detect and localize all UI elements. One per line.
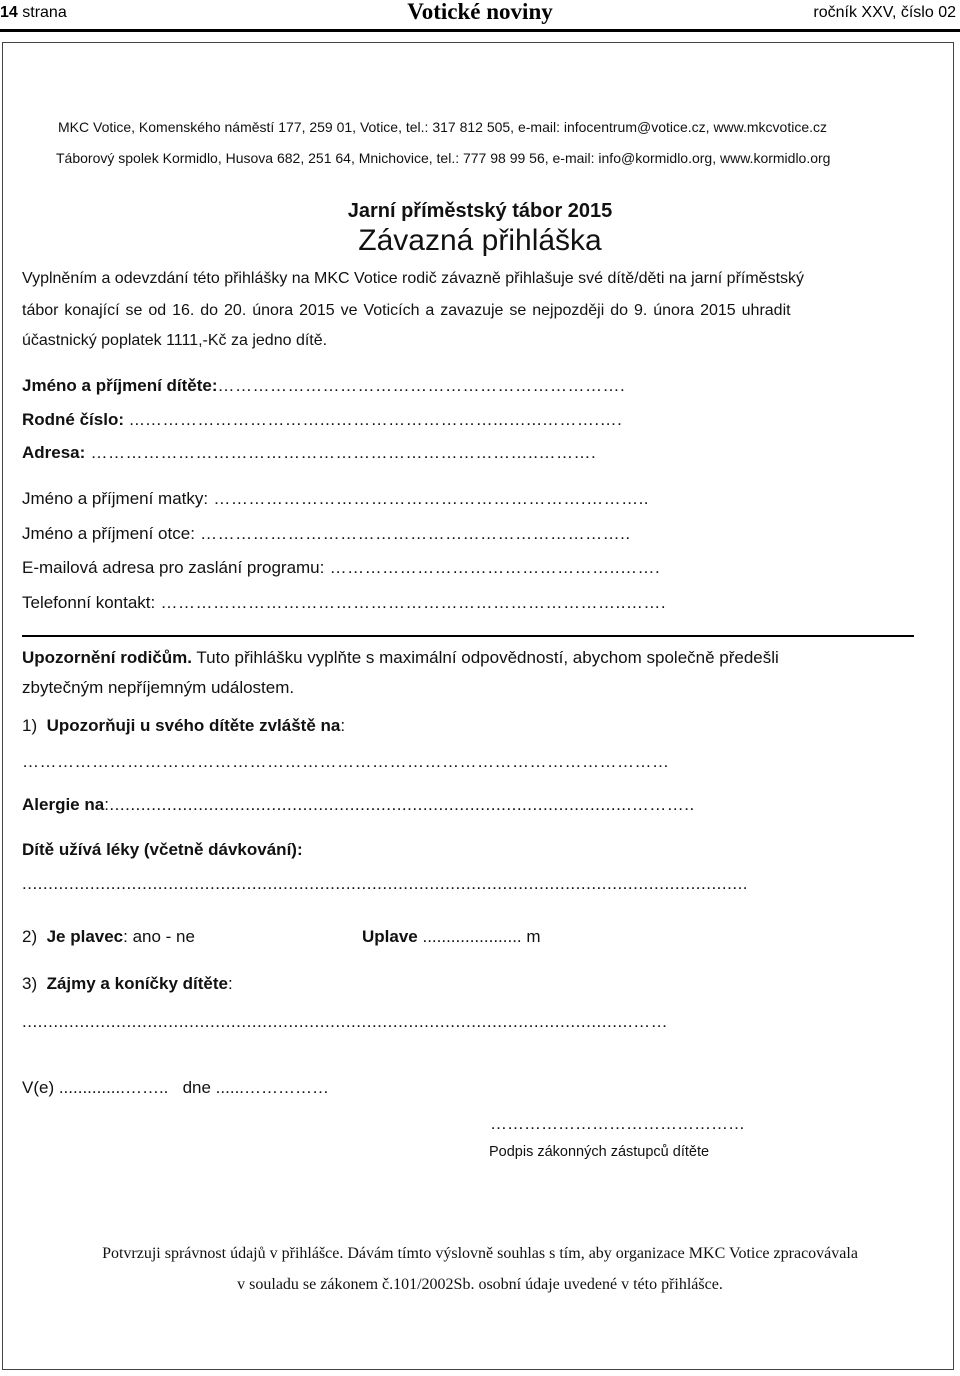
fill-dots: ……………………………………………………………….. xyxy=(194,524,631,543)
field-label: Je plavec xyxy=(46,927,124,946)
father-name-field[interactable] xyxy=(22,524,631,544)
issue-info: ročník XXV, číslo 02 xyxy=(813,4,956,21)
medication-label: Dítě užívá léky (včetně dávkování): xyxy=(22,840,303,859)
fill-dots: ...…………………………...………………………...…...……….…. xyxy=(124,410,623,429)
item-3-heading: 3) Zájmy a koníčky dítěte: xyxy=(22,974,233,993)
field-label: Adresa: xyxy=(22,443,86,462)
swimmer-field[interactable]: 2) Je plavec: ano - ne xyxy=(22,927,195,946)
form-title: Jarní příměstský tábor 2015 xyxy=(347,200,613,222)
contact-kormidlo: Táborový spolek Kormidlo, Husova 682, 251 64, Mnichovice, tel.: 777 98 99 56, e-mail: info@kormidlo.org, www.kormidlo.org xyxy=(56,150,831,166)
page-number: 14 strana xyxy=(0,4,67,21)
field-label: Jméno a příjmení dítěte: xyxy=(22,376,218,395)
fill-dots: …………………………………………………………………..………. xyxy=(85,443,597,462)
birth-number-field[interactable] xyxy=(22,410,622,430)
field-label: Uplave xyxy=(362,927,418,946)
field-label: Telefonní kontakt: xyxy=(22,593,156,612)
intro-line: Vyplněním a odevzdání této přihlášky na MKC Votice rodič závazně přihlašuje své dítě/děti na jarní příměstský xyxy=(22,270,805,287)
field-label: Jméno a příjmení matky: xyxy=(22,489,209,508)
item-1-dots[interactable]: ………………………………………………………………………………………………… xyxy=(22,752,670,771)
parent-notice-line2: zbytečným nepříjemným událostem. xyxy=(22,678,295,697)
intro-line: tábor konající se od 16. do 20. února 2015 ve Voticích a zavazuje se nejpozději do 9. února 2015 uhradit xyxy=(22,302,791,319)
intro-line: účastnický poplatek 1111,-Kč za jedno dítě. xyxy=(22,332,328,349)
form-subtitle: Závazná přihláška xyxy=(358,224,602,257)
section-divider xyxy=(22,635,914,637)
email-field[interactable] xyxy=(22,558,660,578)
signature-label: Podpis zákonných zástupců dítěte xyxy=(489,1144,710,1160)
field-label: Jméno a příjmení otce: xyxy=(22,524,195,543)
field-label: Rodné číslo: xyxy=(22,410,125,429)
medication-dots[interactable]: ........................................................................................................................................... xyxy=(22,874,749,893)
fill-dots: :....................................................................................................……….. xyxy=(104,795,695,814)
fill-dots: ……………………………………………………………………..……. xyxy=(155,593,667,612)
contact-mkc: MKC Votice, Komenského náměstí 177, 259 01, Votice, tel.: 317 812 505, e-mail: infocentrum@votice.cz, www.mkcvotice.cz xyxy=(58,119,828,135)
header-rule xyxy=(0,29,960,32)
field-label: E-mailová adresa pro zaslání programu: xyxy=(22,558,325,577)
swim-distance-field[interactable]: Uplave ..................... m xyxy=(362,927,541,946)
phone-field[interactable] xyxy=(22,593,666,613)
parent-notice: Upozornění rodičům. Tuto přihlášku vyplňte s maximální odpovědností, abychom společně předešli xyxy=(22,648,779,667)
consent-line: Potvrzuji správnost údajů v přihlášce. Dávám tímto výslovně souhlas s tím, aby organizace MKC Votice zpracovávala xyxy=(102,1245,858,1262)
hobbies-dots[interactable]: .....................................................................................................................…… xyxy=(22,1012,669,1031)
place-date-field[interactable]: V(e) ..............…….. dne ......…………… xyxy=(22,1078,330,1097)
item-1-heading: 1) Upozorňuji u svého dítěte zvláště na: xyxy=(22,716,346,735)
consent-line: v souladu se zákonem č.101/2002Sb. osobní údaje uvedené v této přihlášce. xyxy=(237,1276,723,1293)
signature-line[interactable]: ……………………………………… xyxy=(490,1114,745,1133)
address-field[interactable] xyxy=(22,443,596,463)
child-name-field[interactable] xyxy=(22,376,625,396)
allergy-field[interactable] xyxy=(22,795,695,815)
field-label: Alergie na xyxy=(22,795,105,814)
newspaper-title: Votické noviny xyxy=(407,0,553,24)
fill-dots: ……………………………………………………….……….. xyxy=(208,489,650,508)
mother-name-field[interactable] xyxy=(22,489,649,509)
fill-dots: …………………………………………..……. xyxy=(324,558,661,577)
fill-dots: ……………………………………………………………. xyxy=(217,376,626,395)
